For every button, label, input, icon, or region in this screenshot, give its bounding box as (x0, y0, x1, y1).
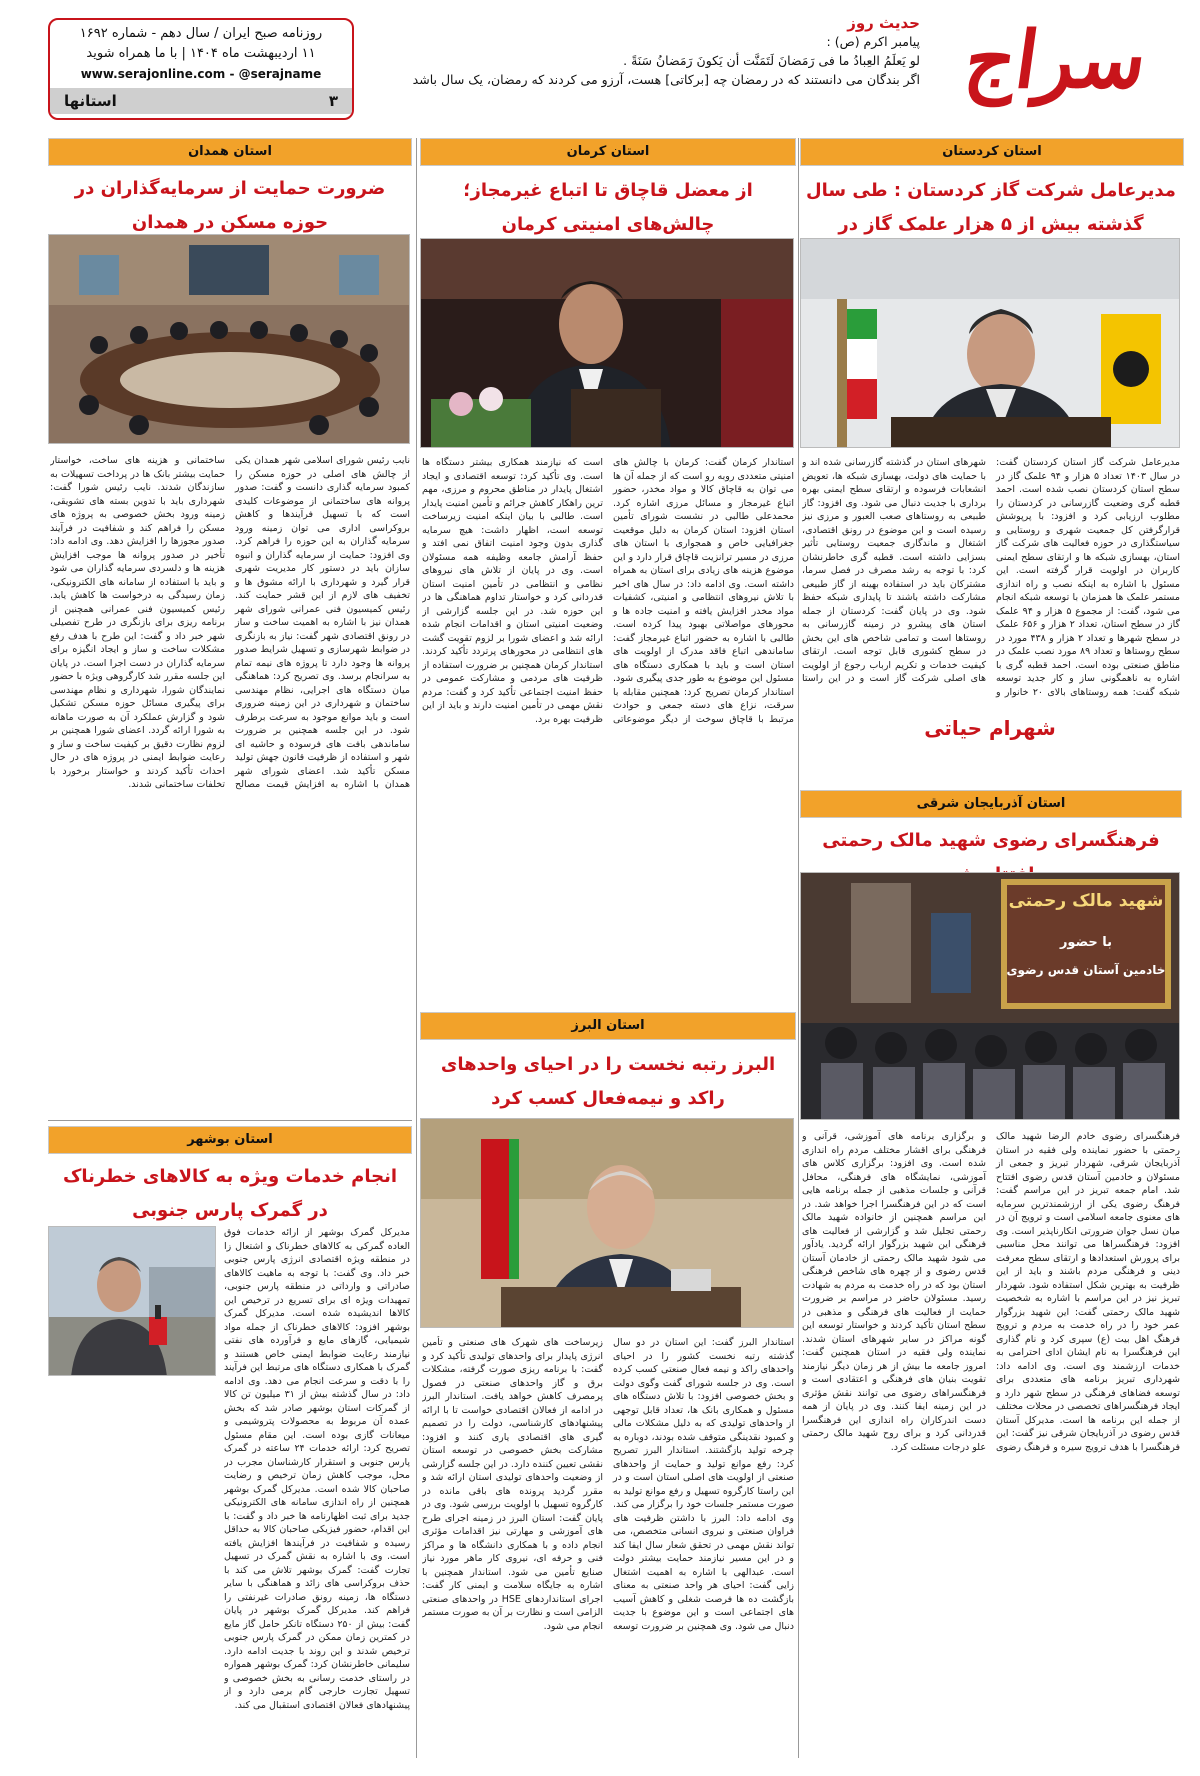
article-kerman (420, 138, 796, 1008)
section-header: استان بوشهر (48, 1126, 412, 1154)
divider (416, 138, 417, 1758)
banner-sub2: خادمین آستان قدس رضوی (1006, 963, 1166, 977)
article-author: شهرام حیاتی (924, 716, 1056, 740)
article-hamedan (48, 138, 412, 1118)
masthead (0, 0, 1200, 125)
governor-photo (421, 239, 794, 448)
hadis-source: پیامبر اکرم (ص) : (826, 34, 920, 49)
article-body: استاندار البرز گفت: این استان در دو سال گذشته رتبه نخست کشور را در احیای واحدهای راکد و نیمه فعال صنعتی کسب کرده است. وی در جلسه شورای گفت وگوی دولت و بخش خصوصی افزود: با تلاش دستگاه های مسئول و همکاری بانک ها، تعداد قابل توجهی از واحدهای تولیدی که به دلیل مشکلات مالی و کمبود نقدینگی متوقف شده بودند، دوباره به چرخه تولید بازگشتند. استاندار البرز تصریح کرد: رفع موانع تولید و حمایت از واحدهای صنعتی از اولویت های اصلی استان است و در این راستا کارگروه تسهیل و رفع موانع تولید به صورت مستمر جلسات خود را برگزار می کند. وی ادامه داد: البرز با داشتن ظرفیت های فراوان صنعتی و نیروی انسانی متخصص، می تواند نقش مهمی در تحقق شعار سال ایفا کند و در این مسیر نیازمند حمایت بیشتر دولت است. عبدالهی با اشاره به اهمیت اشتغال زایی گفت: احیای هر واحد صنعتی به معنای بازگشت ده ها فرصت شغلی و کاهش آسیب های اجتماعی است و این موضوع با جدیت دنبال می شود. وی همچنین بر ضرورت توسعه زیرساخت های شهرک های صنعتی و تأمین انرژی پایدار برای واحدهای تولیدی تأکید کرد و گفت: با برنامه ریزی صورت گرفته، مشکلات برق و گاز واحدهای صنعتی در فصول پرمصرف کاهش خواهد یافت. استاندار البرز در ادامه از فعالان اقتصادی خواست تا با ارائه پیشنهادهای کارشناسی، دولت را در تصمیم گیری های اقتصادی یاری کنند و افزود: مشارکت بخش خصوصی در توسعه استان نقشی تعیین کننده دارد. در این جلسه گزارشی از وضعیت واحدهای تولیدی استان ارائه شد و مقرر گردید پرونده های باقی مانده در کارگروه تسهیل با اولویت بررسی شود. وی در پایان گفت: استان البرز در زمینه اجرای طرح های آموزشی و مهارتی نیز اقدامات مؤثری انجام داده و با همکاری دانشگاه ها و مراکز فنی و حرفه ای، نیروی کار ماهر مورد نیاز صنایع تأمین می شود. استاندار همچنین با اشاره به جایگاه سلامت و ایمنی کار گفت: اجرای استانداردهای HSE در واحدهای صنعتی الزامی است و نظارت بر آن به صورت مستمر انجام می شود. (422, 1337, 794, 1632)
article-azarbaijan (800, 790, 1182, 1758)
customs-director-photo (49, 1227, 216, 1376)
article-headline[interactable]: از معضل قاچاق تا اتباع غیرمجاز؛ چالش‌های امنیتی کرمان (463, 180, 753, 235)
article-body: نایب رئیس شورای اسلامی شهر همدان یکی از چالش های اصلی در حوزه مسکن را کمبود سرمایه گذاری دانست و گفت: صدور پروانه های ساختمانی از موضوعات کلیدی است که با تسهیل فرآیندها و کاهش بروکراسی اداری می توان زمینه ورود سرمایه گذاران به این حوزه را فراهم کرد. وی افزود: حمایت از سرمایه گذاران و انبوه سازان باید در دستور کار مدیریت شهری قرار گیرد و شهرداری با ارائه مشوق ها و تخفیف های لازم از این قشر حمایت کند. رئیس کمیسیون فنی عمرانی شورای شهر همدان نیز با اشاره به اهمیت ساخت و ساز در رونق اقتصادی شهر گفت: نیاز به بازنگری در ضوابط شهرسازی و تسهیل شرایط صدور پروانه ها وجود دارد تا پروژه های نیمه تمام به سرانجام برسد. وی تصریح کرد: هماهنگی میان دستگاه های اجرایی، نظام مهندسی ساختمان و شهرداری در این زمینه ضروری است و باید موانع موجود به سرعت برطرف شود. در این جلسه همچنین بر ضرورت ساماندهی بافت های فرسوده و حاشیه ای شهر و استفاده از ظرفیت قانون جهش تولید مسکن تأکید شد. اعضای شورای شهر همدان با اشاره به افزایش قیمت مصالح ساختمانی و هزینه های ساخت، خواستار حمایت بیشتر بانک ها در پرداخت تسهیلات به سازندگان شدند. نایب رئیس شورا گفت: شهرداری باید با تدوین بسته های تشویقی، زمینه ورود بخش خصوصی به پروژه های مسکن را فراهم کند و شفافیت در فرآیند صدور مجوزها را افزایش دهد. وی ادامه داد: تأخیر در صدور پروانه ها موجب افزایش هزینه ها و دلسردی سرمایه گذاران می شود و باید با استفاده از سامانه های الکترونیکی، زمان رسیدگی به درخواست ها کاهش یابد. رئیس کمیسیون فنی عمرانی همچنین از برنامه ریزی برای بازنگری در طرح تفصیلی شهر خبر داد و گفت: این طرح با هدف رفع مشکلات ساخت و ساز و ایجاد انگیزه برای سرمایه گذاران در دست اجرا است. در پایان این جلسه مقرر شد کارگروهی ویژه با حضور نمایندگان شورا، شهرداری و نظام مهندسی برای پیگیری مسائل حوزه مسکن تشکیل شود و گزارش عملکرد آن به صورت ماهانه به شورا ارائه گردد. اعضای شورا همچنین بر لزوم نظارت دقیق بر کیفیت ساخت و ساز و رعایت ضوابط ایمنی در پروژه های در حال احداث تأکید کردند و خواستار برخورد با تخلفات ساختمانی شدند. (50, 455, 410, 790)
article-photo (420, 1118, 794, 1328)
banner-sub: با حضور (1059, 935, 1113, 950)
web-line[interactable]: www.serajonline.com - @serajname (80, 67, 322, 81)
section-header: استان البرز (420, 1012, 796, 1040)
article-photo (420, 238, 794, 448)
hadis-translation: اگر بندگان می دانستند که در رمضان چه [برکاتی] هست، آرزو می کردند که رمضان، یک سال باشد (412, 72, 920, 87)
banner-title: شهید مالک رحمتی (1008, 891, 1164, 911)
date-line: ۱۱ اردیبهشت ماه ۱۴۰۴ | با ما همراه شوید (86, 46, 316, 61)
alborz-governor-photo (421, 1119, 794, 1328)
article-photo (48, 1226, 216, 1376)
council-meeting-photo (49, 235, 410, 444)
article-bushehr (48, 1126, 412, 1758)
article-headline[interactable]: فرهنگسرای رضوی شهید مالک رحمتی (822, 830, 1160, 851)
article-headline[interactable]: مدیرعامل شرکت گاز کردستان : طی سال گذشته بیش از ۵ هزار علمک گاز در (806, 180, 1176, 235)
issue-info-box (48, 18, 354, 120)
paper-line: روزنامه صبح ایران / سال دهم - شماره ۱۶۹۲ (79, 26, 323, 41)
article-body: استاندار کرمان گفت: کرمان با چالش های امنیتی متعددی روبه رو است که از جمله آن ها می توان به قاچاق کالا و مواد مخدر، حضور اتباع غیرمجاز و مسائل مرزی اشاره کرد. محمدعلی طالبی در نشست شورای تأمین استان افزود: استان کرمان به دلیل موقعیت جغرافیایی خاص و همجواری با استان های مرزی در مسیر ترانزیت قاچاق قرار دارد و این موضوع هزینه های زیادی برای استان به همراه داشته است. وی ادامه داد: در سال های اخیر با تلاش نیروهای انتظامی و امنیتی، کشفیات مواد مخدر افزایش یافته و امنیت جاده ها و محورهای مواصلاتی بهبود پیدا کرده است. طالبی با اشاره به حضور اتباع غیرمجاز گفت: ساماندهی اتباع فاقد مدرک از اولویت های استان است و باید با همکاری دستگاه های مسئول این موضوع به طور جدی پیگیری شود. استاندار کرمان تصریح کرد: همچنین مقابله با سرقت، نزاع های دسته جمعی و حوادث مرتبط با قاچاق سوخت از دیگر موضوعاتی است که نیازمند همکاری بیشتر دستگاه ها است. وی تأکید کرد: توسعه اقتصادی و ایجاد اشتغال پایدار در مناطق محروم و مرزی، مهم ترین راهکار کاهش جرائم و تأمین امنیت پایدار است. طالبی با بیان اینکه امنیت زیرساخت توسعه است، اظهار داشت: هیچ سرمایه گذاری بدون وجود امنیت اتفاق نمی افتد و حفظ آرامش جامعه وظیفه همه مسئولان است. وی در پایان از تلاش های نیروهای نظامی و انتظامی در تأمین امنیت استان قدردانی کرد و خواستار تداوم هماهنگی ها در این حوزه شد. در این جلسه گزارشی از وضعیت امنیتی استان و اقدامات انجام شده ارائه شد و اعضای شورا بر لزوم تقویت گشت های انتظامی در محورهای پرتردد تأکید کردند. استاندار کرمان همچنین بر ضرورت استفاده از ظرفیت های مردمی و مشارکت عمومی در حفظ امنیت اجتماعی تأکید کرد و گفت: مردم نقش مهمی در تأمین امنیت دارند و باید از این ظرفیت بهره برد. (422, 457, 794, 725)
section-header: استان آذربایجان شرقی (800, 790, 1182, 818)
gas-ceo-photo (801, 239, 1180, 448)
page-number: ۳ (328, 92, 338, 110)
article-headline[interactable]: البرز رتبه نخست را در احیای واحدهای راکد و نیمه‌فعال کسب کرد (440, 1054, 776, 1109)
article-headline[interactable]: انجام خدمات ویژه به کالاهای خطرناک در گمرک پارس جنوبی (62, 1166, 397, 1221)
article-body: فرهنگسرای رضوی خادم الرضا شهید مالک رحمتی با حضور نماینده ولی فقیه در استان آذربایجان شرقی، شهردار تبریز و جمعی از مسئولان و خادمین آستان قدس رضوی افتتاح شد. امام جمعه تبریز در این مراسم گفت: فرهنگ رضوی یکی از ارزشمندترین سرمایه های معنوی جامعه اسلامی است و ترویج آن در میان نسل جوان ضرورتی انکارناپذیر است. وی افزود: فرهنگسراها می توانند محل مناسبی برای پرورش استعدادها و ارتقای سطح معرفت دینی و فرهنگی مردم باشند و باید از این ظرفیت به بهترین شکل استفاده شود. شهردار تبریز نیز در این مراسم با اشاره به شخصیت شهید مالک رحمتی گفت: این شهید بزرگوار عمر خود را در راه خدمت به مردم و ترویج فرهنگ اهل بیت (ع) سپری کرد و نام گذاری این فرهنگسرا به نام ایشان ادای احترامی به خدمات ارزشمند وی است. وی ادامه داد: شهرداری تبریز برنامه های متعددی برای توسعه فضاهای فرهنگی در سطح شهر دارد و ایجاد فرهنگسراهای تخصصی در محلات مختلف از جمله این برنامه ها است. مدیرکل آستان قدس رضوی در آذربایجان شرقی نیز گفت: این فرهنگسرا با هدف ترویج سیره و فرهنگ رضوی و برگزاری برنامه های آموزشی، قرآنی و فرهنگی برای اقشار مختلف مردم راه اندازی شده است. وی افزود: برگزاری کلاس های آموزشی، نمایشگاه های فرهنگی، محافل قرآنی و جلسات مذهبی از جمله برنامه هایی است که در این فرهنگسرا اجرا خواهد شد. در این مراسم همچنین از خانواده شهید مالک رحمتی تجلیل شد و گزارشی از فعالیت های فرهنگی این شهید بزرگوار ارائه گردید. یادآور می شود شهید مالک رحمتی از خادمان آستان قدس رضوی و از چهره های شاخص فرهنگی استان بود که در راه خدمت به مردم به شهادت رسید. مسئولان حاضر در مراسم بر ضرورت حمایت از فعالیت های فرهنگی و مذهبی در سطح استان تأکید کردند و خواستار توسعه این گونه مراکز در سایر شهرهای استان شدند. نماینده ولی فقیه در استان همچنین گفت: امروز جامعه ما بیش از هر زمان دیگر نیازمند تقویت بنیان های فرهنگی و اعتقادی است و فرهنگسراهای رضوی می توانند نقش مؤثری در این زمینه ایفا کنند. وی در پایان از همه دست اندرکاران راه اندازی این فرهنگسرا قدردانی کرد و برای روح شهید مالک رحمتی علو درجات مسئلت کرد. (802, 1131, 1180, 1453)
article-photo (48, 234, 410, 444)
article-alborz (420, 1012, 796, 1758)
divider (48, 1120, 412, 1121)
section-header: استان کردستان (800, 138, 1184, 166)
section-bar (50, 88, 352, 114)
section-header: استان کرمان (420, 138, 796, 166)
hadis-title: حدیث روز (847, 14, 920, 32)
divider (798, 138, 799, 1758)
article-photo (800, 238, 1180, 448)
article-photo (800, 872, 1180, 1120)
section-label: استانها (64, 92, 117, 110)
hadis-arabic: لو یَعلَمُ العِبادُ ما فی رَمَضانَ لَتَمَنَّت أن یَکونَ رَمَضانُ سَنَةً . (623, 53, 920, 68)
article-body: مدیرعامل شرکت گاز استان کردستان گفت: در سال ۱۴۰۳ تعداد ۵ هزار و ۹۴ علمک گاز در سطح استان کردستان نصب شده است. احمد قطبه گری وضعیت گازرسانی در کردستان را مطلوب ارزیابی کرد و افزود: با پرپوشش قرارگرفتن کل جمعیت شهری و روستایی و سیاستگذاری در حوزه فعالیت های شرکت گاز استان، بهسازی شبکه ها و ارتقای سطح ایمنی کاربران در اولویت قرار گرفته است. این مسئول با اشاره به اینکه نصب و راه اندازی مستمر علمک ها همزمان با توسعه شبکه انجام می شود، گفت: از مجموع ۵ هزار و ۹۴ علمک گاز در سطح استان، تعداد ۲ هزار و ۶۵۶ علمک در سطح شهرها و تعداد ۲ هزار و ۴۳۸ مورد در سطح روستاها و تعداد ۸۹ مورد نصب علمک در مناطق صنعتی بوده است. احمد قطبه گری با اشاره به ناهمگونی ساز و کار جدید توسعه شبکه گفت: همه روستاهای بالای ۲۰ خانوار و شهرهای استان در گذشته گازرسانی شده اند و با حمایت های دولت، بهسازی شبکه ها، تعویض انشعابات فرسوده و ارتقای سطح ایمنی بهره برداری با جدیت دنبال می شود. وی افزود: گاز طبیعی به روستاهای صعب العبور و مرزی نیز رسیده است و این موضوع در رونق اقتصادی، اشتغال و ماندگاری جمعیت روستایی تأثیر بسزایی داشته است. قطبه گری خاطرنشان کرد: با توجه به رشد مصرف در فصل سرما، مشترکان باید در استفاده بهینه از گاز طبیعی مشارکت داشته باشند تا پایداری شبکه حفظ شود. وی در پایان گفت: کردستان از جمله استان های پیشرو در زمینه گازرسانی به روستاها است و تمامی شاخص های این بخش در سطح کشوری قابل توجه است. ارتقای کیفیت خدمات و تکریم ارباب رجوع از اولویت های اصلی شرکت گاز است و در این راستا (802, 457, 1180, 698)
article-body: مدیرکل گمرک بوشهر از ارائه خدمات فوق العاده گمرکی به کالاهای خطرناک و اشتعال زا در منطقه ویژه اقتصادی انرژی پارس جنوبی خبر داد. وی گفت: با توجه به ماهیت کالاهای صادراتی و وارداتی در منطقه پارس جنوبی، تمهیدات ویژه ای برای تسریع در ترخیص این کالاها اندیشیده شده است. مدیرکل گمرک بوشهر افزود: کالاهای خطرناک از جمله مواد شیمیایی، گازهای مایع و فرآورده های نفتی نیازمند رعایت ضوابط ایمنی خاص هستند و گمرک با همکاری دستگاه های مرتبط این فرآیند را با دقت و سرعت انجام می دهد. وی ادامه داد: در سال گذشته بیش از ۳۱ میلیون تن کالا از گمرکات استان بوشهر صادر شد که بخش عمده آن مربوط به محصولات پتروشیمی و میعانات گازی بوده است. این مقام مسئول تصریح کرد: ارائه خدمات ۲۴ ساعته در گمرک پارس جنوبی و استقرار کارشناسان مجرب در محل، موجب کاهش زمان ترخیص و رضایت صاحبان کالا شده است. مدیرکل گمرک بوشهر همچنین از راه اندازی سامانه های الکترونیکی جدید برای ثبت اظهارنامه ها خبر داد و گفت: با این اقدام، حضور فیزیکی صاحبان کالا به حداقل رسیده و شفافیت در فرآیندها افزایش یافته است. وی با اشاره به نقش گمرک در تسهیل تجارت گفت: گمرک بوشهر تلاش می کند با حذف بروکراسی های زائد و هماهنگی با سایر دستگاه ها، زمینه رونق صادرات غیرنفتی را فراهم کند. مدیرکل گمرک بوشهر در پایان گفت: بیش از ۲۵۰ دستگاه تانکر حامل گاز مایع در کمترین زمان ممکن در گمرک پارس جنوبی ترخیص شدند و این روند با جدیت ادامه دارد. سلیمانی خاطرنشان کرد: گمرک بوشهر همواره در راستای خدمت رسانی به بخش خصوصی و تسهیل تجارت خارجی گام برمی دارد و از پیشنهادهای فعالان اقتصادی استقبال می کند. (224, 1227, 410, 1711)
hadis-box (360, 14, 920, 114)
article-kurdistan (800, 138, 1182, 788)
article-headline[interactable]: ضرورت حمایت از سرمایه‌گذاران در حوزه مسکن در همدان (74, 178, 386, 233)
newspaper-logo: سراج (959, 15, 1153, 106)
section-header: استان همدان (48, 138, 412, 166)
